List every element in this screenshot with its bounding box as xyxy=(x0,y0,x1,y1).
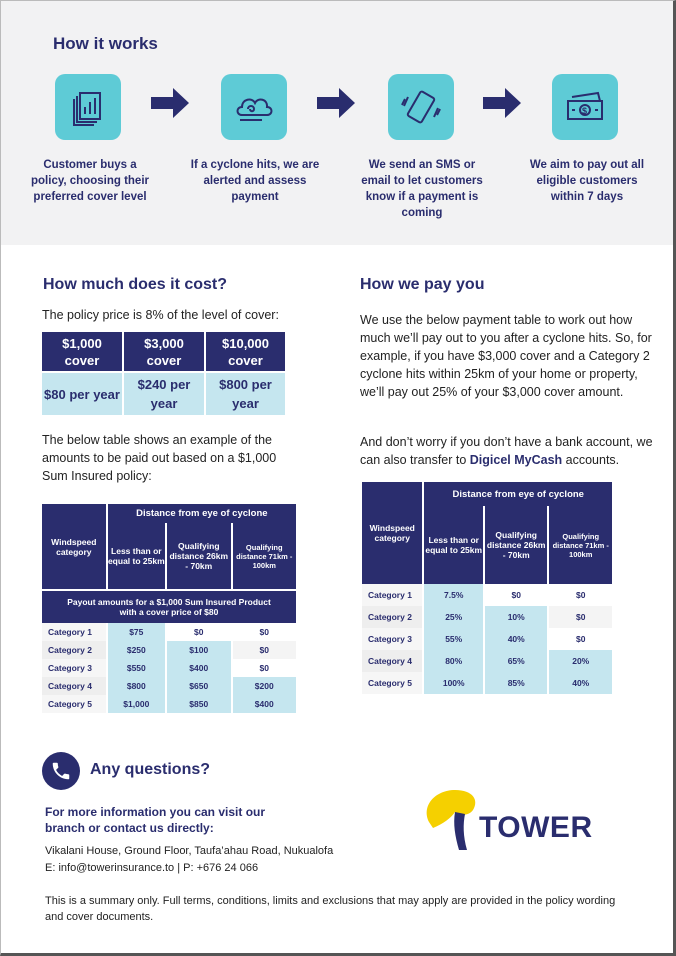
value-cell: $200 xyxy=(233,677,296,695)
value-cell: $400 xyxy=(167,659,231,677)
value-cell: $1,000 xyxy=(108,695,165,713)
value-cell: $250 xyxy=(108,641,165,659)
phone-handset-icon xyxy=(42,752,80,790)
cost-grid xyxy=(42,332,285,415)
value-cell: $0 xyxy=(167,623,231,641)
value-cell: $850 xyxy=(167,695,231,713)
cloud-icon xyxy=(221,74,287,140)
category-cell: Category 1 xyxy=(362,584,422,606)
cost-intro: The policy price is 8% of the level of cover: xyxy=(42,308,279,322)
svg-text:$: $ xyxy=(582,106,588,116)
pay-para-1: We use the below payment table to work out how much we’ll pay out to you after a cyclone hits. So, for example, if you have $3,000 cover and a Category 2 cyclone hits within 25km of your home or property, we’ll pay out 25% of your $3,000 cover amount. xyxy=(360,313,652,399)
distance-col-header: Qualifying distance 26km - 70km xyxy=(485,506,548,584)
contact-line: E: info@towerinsurance.to | P: +676 24 066 xyxy=(45,862,259,874)
value-cell: $800 xyxy=(108,677,165,695)
pay-para-2 xyxy=(360,433,656,469)
how-it-works-title: How it works xyxy=(53,34,158,53)
table-row xyxy=(42,641,296,659)
value-cell: $650 xyxy=(167,677,231,695)
table-row xyxy=(362,672,612,694)
category-cell: Category 2 xyxy=(362,606,422,628)
category-cell: Category 1 xyxy=(42,623,106,641)
document-chart-icon xyxy=(55,74,121,140)
value-cell: $0 xyxy=(233,659,296,677)
distance-col-header: Qualifying distance 71km - 100km xyxy=(233,523,296,589)
money-icon xyxy=(552,74,618,140)
table-row xyxy=(42,659,296,677)
cost-title: How much does it cost? xyxy=(43,276,228,293)
value-cell: $75 xyxy=(108,623,165,641)
distance-header: Distance from eye of cyclone xyxy=(108,504,296,523)
value-cell: $0 xyxy=(549,606,612,628)
contact-title: For more information you can visit our branch or contact us directly: xyxy=(45,805,266,835)
value-cell: $400 xyxy=(233,695,296,713)
price-cell: $80 per year xyxy=(42,373,122,415)
distance-col-header: Less than or equal to 25km xyxy=(108,523,165,589)
category-cell: Category 2 xyxy=(42,641,106,659)
disclaimer-text: This is a summary only. Full terms, conditions, limits and exclusions that may apply are provided in the policy wording and cover documents. xyxy=(45,895,616,923)
table-row xyxy=(362,606,612,628)
tower-logo-text: TOWER xyxy=(479,811,593,844)
value-cell: 40% xyxy=(485,628,548,650)
value-cell: 25% xyxy=(424,606,482,628)
value-cell: 80% xyxy=(424,650,482,672)
phone-icon xyxy=(388,74,454,140)
value-cell: 65% xyxy=(485,650,548,672)
cover-cell: $1,000 cover xyxy=(42,332,122,371)
value-cell: $0 xyxy=(549,628,612,650)
distance-col-header: Qualifying distance 26km - 70km xyxy=(167,523,231,589)
distance-header: Distance from eye of cyclone xyxy=(424,482,612,506)
payout-note: Payout amounts for a $1,000 Sum Insured Product with a cover price of $80 xyxy=(42,589,296,623)
cover-cell: $10,000 cover xyxy=(206,332,285,371)
table-row xyxy=(362,650,612,672)
category-cell: Category 3 xyxy=(42,659,106,677)
table-row xyxy=(362,584,612,606)
value-cell: $100 xyxy=(167,641,231,659)
table-intro: The below table shows an example of the amounts to be paid out based on a $1,000 Sum Insured policy: xyxy=(42,433,277,483)
category-cell: Category 5 xyxy=(42,695,106,713)
value-cell: 20% xyxy=(549,650,612,672)
step-3-text: We send an SMS or email to let customers know if a payment is coming xyxy=(361,159,483,219)
price-cell: $800 per year xyxy=(206,373,285,415)
mycash-brand: Digicel MyCash xyxy=(469,453,563,467)
questions-title: Any questions? xyxy=(90,761,211,778)
windspeed-header: Windspeed category xyxy=(42,504,106,589)
windspeed-header: Windspeed category xyxy=(362,482,422,584)
value-cell: $0 xyxy=(485,584,548,606)
value-cell: $0 xyxy=(233,623,296,641)
price-cell: $240 per year xyxy=(124,373,204,415)
category-cell: Category 3 xyxy=(362,628,422,650)
step-1-text: Customer buys a policy, choosing their preferred cover level xyxy=(31,159,149,203)
value-cell: 40% xyxy=(549,672,612,694)
value-cell: 10% xyxy=(485,606,548,628)
category-cell: Category 5 xyxy=(362,672,422,694)
step-2-text: If a cyclone hits, we are alerted and assess payment xyxy=(190,159,320,203)
payment-percent-table xyxy=(360,482,614,694)
table-row xyxy=(42,677,296,695)
table-row xyxy=(42,623,296,641)
pay-para-2-start: And don’t worry if you don’t have a bank account, we can also transfer to xyxy=(360,435,653,467)
value-cell: $550 xyxy=(108,659,165,677)
value-cell: $0 xyxy=(549,584,612,606)
table-row xyxy=(362,628,612,650)
pay-title: How we pay you xyxy=(360,276,485,293)
arrow-right-icon xyxy=(151,87,191,119)
cover-cell: $3,000 cover xyxy=(124,332,204,371)
pay-para-2-end: accounts. xyxy=(562,453,620,467)
table-row xyxy=(42,695,296,713)
value-cell: 55% xyxy=(424,628,482,650)
example-payout-table xyxy=(40,504,298,713)
category-cell: Category 4 xyxy=(362,650,422,672)
value-cell: $0 xyxy=(233,641,296,659)
value-cell: 100% xyxy=(424,672,482,694)
arrow-right-icon xyxy=(317,87,357,119)
value-cell: 7.5% xyxy=(424,584,482,606)
distance-col-header: Less than or equal to 25km xyxy=(424,506,482,584)
address-text: Vikalani House, Ground Floor, Taufa’ahau Road, Nukualofa xyxy=(45,845,334,857)
arrow-right-icon xyxy=(483,87,523,119)
how-it-works-section xyxy=(1,1,674,245)
value-cell: 85% xyxy=(485,672,548,694)
category-cell: Category 4 xyxy=(42,677,106,695)
step-4-text: We aim to pay out all eligible customers within 7 days xyxy=(529,159,645,203)
distance-col-header: Qualifying distance 71km - 100km xyxy=(549,506,612,584)
